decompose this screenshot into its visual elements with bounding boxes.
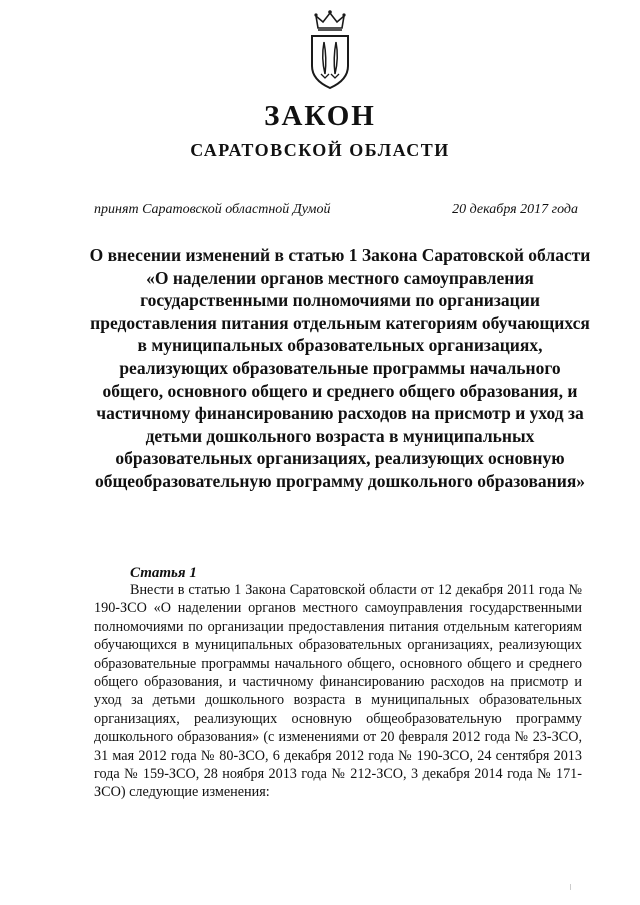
- article-title: Статья 1: [130, 565, 197, 581]
- page-mark: [570, 884, 571, 890]
- adopted-date: 20 декабря 2017 года: [452, 202, 578, 217]
- coat-of-arms-icon: [304, 8, 356, 92]
- region-name: САРАТОВСКОЙ ОБЛАСТИ: [190, 140, 450, 160]
- adopted-by: принят Саратовской областной Думой: [94, 202, 331, 217]
- law-title: ЗАКОН: [264, 100, 376, 132]
- law-headline: О внесении изменений в статью 1 Закона Саратовской области «О наделении органов местного самоуправления государственными полномочиями по организации предоставления питания отдельным категориям обучающихся в муниципальных образовательных организациях, реализующих образовательные программы начального общего, основного общего и среднего общего образования, и частичному финансированию расходов на присмотр и уход за детьми дошкольного возраста в муниципальных образовательных организациях, реализующих основную общеобразовательную программу дошкольного образования»: [89, 245, 591, 491]
- article-text: Внести в статью 1 Закона Саратовской области от 12 декабря 2011 года № 190-ЗСО «О наделении органов местного самоуправления государственными полномочиями по организации предоставления питания отдельным категориям обучающихся в муниципальных образовательных организациях, реализующих образовательные программы начального общего, основного общего и среднего общего образования, и частичному финансированию расходов на присмотр и уход за детьми дошкольного возраста в муниципальных образовательных организациях, реализующих основную общеобразовательную программу дошкольного образования» (с изменениями от 20 февраля 2012 года № 23-ЗСО, 31 мая 2012 года № 80-ЗСО, 6 декабря 2012 года № 190-ЗСО, 24 сентября 2013 года № 159-ЗСО, 28 ноября 2013 года № 212-ЗСО, 3 декабря 2014 года № 171-ЗСО) следующие изменения:: [94, 582, 582, 801]
